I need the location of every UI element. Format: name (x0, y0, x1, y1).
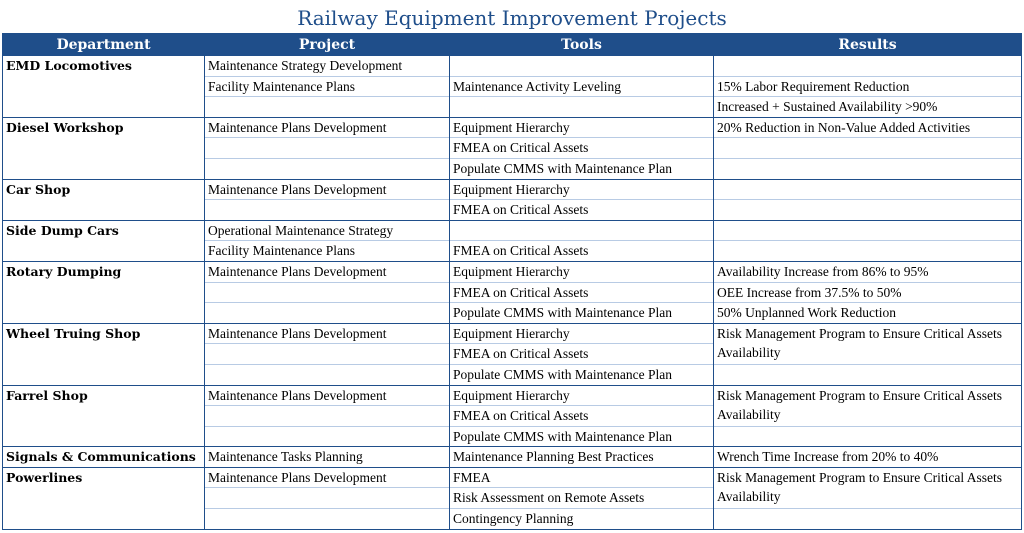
table-row (3, 447, 1022, 468)
project-cell: Maintenance Strategy Development (205, 56, 450, 77)
tool-cell: Populate CMMS with Maintenance Plan (450, 426, 714, 447)
result-cell (714, 138, 1022, 159)
table-row (3, 220, 1022, 241)
department-cell: Wheel Truing Shop (3, 323, 205, 385)
result-cell: 20% Reduction in Non-Value Added Activities (714, 117, 1022, 138)
tool-cell: Equipment Hierarchy (450, 385, 714, 406)
header-results: Results (714, 34, 1022, 56)
result-cell: Risk Management Program to Ensure Critical Assets Availability (714, 323, 1022, 364)
table-row (3, 385, 1022, 406)
result-cell: 15% Labor Requirement Reduction (714, 76, 1022, 97)
project-cell: Maintenance Tasks Planning (205, 447, 450, 468)
header-project: Project (205, 34, 450, 56)
tool-cell (450, 220, 714, 241)
result-cell: Availability Increase from 86% to 95% (714, 261, 1022, 282)
result-cell: Risk Management Program to Ensure Critical Assets Availability (714, 467, 1022, 508)
project-cell: Maintenance Plans Development (205, 385, 450, 406)
tool-cell: FMEA on Critical Assets (450, 406, 714, 427)
department-cell: Side Dump Cars (3, 220, 205, 261)
project-cell (205, 364, 450, 385)
projects-table (2, 33, 1022, 530)
result-cell (714, 509, 1022, 530)
result-cell: Wrench Time Increase from 20% to 40% (714, 447, 1022, 468)
tool-cell: Populate CMMS with Maintenance Plan (450, 303, 714, 324)
result-cell: OEE Increase from 37.5% to 50% (714, 282, 1022, 303)
department-cell: EMD Locomotives (3, 56, 205, 118)
table-row (3, 117, 1022, 138)
table-row (3, 179, 1022, 200)
tool-cell: Contingency Planning (450, 509, 714, 530)
project-cell: Maintenance Plans Development (205, 179, 450, 200)
project-cell (205, 303, 450, 324)
result-cell: Increased + Sustained Availability >90% (714, 97, 1022, 118)
tool-cell: FMEA on Critical Assets (450, 200, 714, 221)
project-cell (205, 509, 450, 530)
project-cell: Maintenance Plans Development (205, 261, 450, 282)
result-cell: Risk Management Program to Ensure Critical Assets Availability (714, 385, 1022, 426)
project-cell: Facility Maintenance Plans (205, 76, 450, 97)
result-cell (714, 220, 1022, 241)
header-department: Department (3, 34, 205, 56)
project-cell: Facility Maintenance Plans (205, 241, 450, 262)
result-cell (714, 364, 1022, 385)
tool-cell: Equipment Hierarchy (450, 323, 714, 344)
result-cell (714, 426, 1022, 447)
table-row (3, 261, 1022, 282)
project-cell (205, 426, 450, 447)
page-title: Railway Equipment Improvement Projects (297, 6, 727, 30)
tool-cell: Populate CMMS with Maintenance Plan (450, 158, 714, 179)
project-cell (205, 200, 450, 221)
tool-cell: Risk Assessment on Remote Assets (450, 488, 714, 509)
tool-cell: Equipment Hierarchy (450, 179, 714, 200)
tool-cell (450, 56, 714, 77)
project-cell (205, 138, 450, 159)
department-cell: Farrel Shop (3, 385, 205, 447)
tool-cell: Maintenance Planning Best Practices (450, 447, 714, 468)
result-cell (714, 179, 1022, 200)
result-cell (714, 241, 1022, 262)
result-cell (714, 200, 1022, 221)
tool-cell: Maintenance Activity Leveling (450, 76, 714, 97)
project-cell (205, 158, 450, 179)
tool-cell (450, 97, 714, 118)
tool-cell: Equipment Hierarchy (450, 261, 714, 282)
result-cell (714, 158, 1022, 179)
project-cell: Maintenance Plans Development (205, 467, 450, 488)
department-cell: Powerlines (3, 467, 205, 529)
department-cell: Signals & Communications (3, 447, 205, 468)
tool-cell: Populate CMMS with Maintenance Plan (450, 364, 714, 385)
table-row (3, 56, 1022, 77)
project-cell: Operational Maintenance Strategy (205, 220, 450, 241)
table-row (3, 467, 1022, 488)
tool-cell: FMEA on Critical Assets (450, 344, 714, 365)
header-row (3, 34, 1022, 56)
tool-cell: FMEA (450, 467, 714, 488)
table-row (3, 323, 1022, 344)
tool-cell: FMEA on Critical Assets (450, 282, 714, 303)
result-cell (714, 56, 1022, 77)
project-cell: Maintenance Plans Development (205, 117, 450, 138)
department-cell: Car Shop (3, 179, 205, 220)
project-cell: Maintenance Plans Development (205, 323, 450, 344)
project-cell (205, 488, 450, 509)
project-cell (205, 406, 450, 427)
department-cell: Diesel Workshop (3, 117, 205, 179)
tool-cell: Equipment Hierarchy (450, 117, 714, 138)
tool-cell: FMEA on Critical Assets (450, 138, 714, 159)
header-tools: Tools (450, 34, 714, 56)
project-cell (205, 282, 450, 303)
department-cell: Rotary Dumping (3, 261, 205, 323)
table-body (3, 56, 1022, 530)
project-cell (205, 344, 450, 365)
result-cell: 50% Unplanned Work Reduction (714, 303, 1022, 324)
project-cell (205, 97, 450, 118)
tool-cell: FMEA on Critical Assets (450, 241, 714, 262)
